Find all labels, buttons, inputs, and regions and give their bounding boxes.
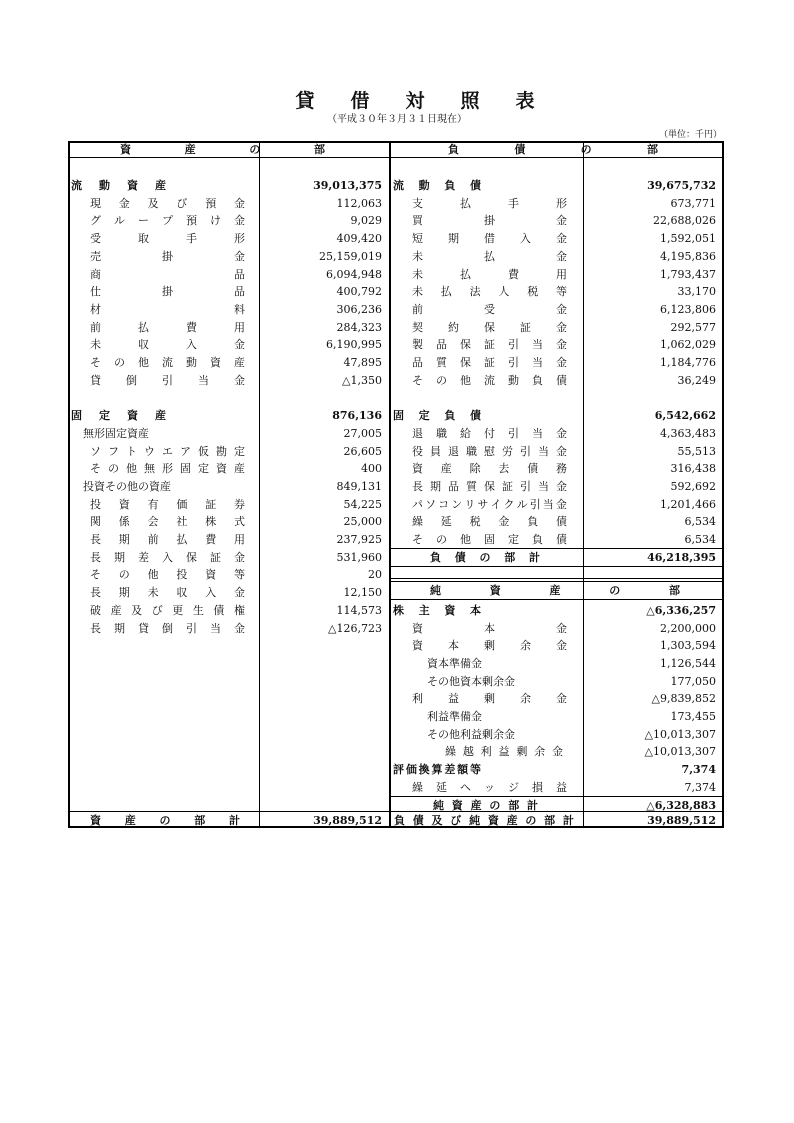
asset-amount: 400 [361,462,382,476]
asset-label: 長 期 貸 倒 引 当 金 [90,621,245,635]
liability-amount: 6,123,806 [660,302,716,316]
liability-label: 評 価 換 算 差 額 等 [393,763,481,777]
liability-amount: 6,534 [684,515,716,529]
liability-amount: 55,513 [677,444,716,458]
liability-label: 前 受 金 [412,302,567,316]
liability-amount: △9,839,852 [651,692,716,706]
liability-amount: 1,592,051 [660,232,716,246]
liability-label: 契 約 保 証 金 [412,320,567,334]
center-divider [389,141,391,828]
liability-label: パ ソ コ ン リ サ イ ク ル 引 当 金 [412,497,567,511]
asset-label: 無形固定資産 [83,426,149,440]
liability-amount: 33,170 [677,285,716,299]
liability-label: 資 本 金 [412,621,567,635]
liability-amount: 316,438 [670,462,716,476]
liability-label: 役 員 退 職 慰 労 引 当 金 [412,444,567,458]
asset-label: 流 動 資 産 [71,179,166,192]
asset-label: 投資その他の資産 [83,479,171,493]
liability-amount: 2,200,000 [660,621,716,635]
asset-label: 売 掛 金 [90,249,245,263]
liability-label: 支 払 手 形 [412,196,567,210]
grand-total-amount: 39,889,512 [647,814,716,827]
asset-label: ソ フ ト ウ エ ア 仮 勘 定 [90,444,245,458]
asset-label: 前 払 費 用 [90,320,245,334]
asset-amount: 237,925 [336,533,382,546]
liabilities-total-label: 負 債 の 部 計 [430,550,540,564]
asset-label: 投 資 有 価 証 券 [90,497,245,511]
asset-amount: 27,005 [343,426,382,440]
liability-amount: 1,201,466 [660,497,716,511]
grand-total-label: 負 債 及 び 純 資 産 の 部 計 [394,814,574,827]
liability-label: 買 掛 金 [412,214,567,228]
liability-amount: 36,249 [677,373,716,387]
liability-label: その他利益剰余金 [427,727,515,741]
asset-amount: 47,895 [343,356,382,369]
net-assets-rule-c [390,599,724,600]
liability-label: 繰 延 税 金 負 債 [412,515,567,529]
asset-amount: 54,225 [343,497,382,511]
liability-label: 繰 越 利 益 剰 余 金 [445,745,563,759]
net-assets-rule-a [390,578,724,579]
liability-label: 資 産 除 去 債 務 [412,462,567,476]
liability-label: 資 本 剰 余 金 [412,639,567,653]
asset-amount: 6,190,995 [326,338,382,352]
asset-amount: 306,236 [336,302,382,316]
asset-label: 長 期 差 入 保 証 金 [90,550,245,564]
asset-amount: 26,605 [343,444,382,458]
asset-label: 長 期 前 払 費 用 [90,533,245,546]
liability-amount: 592,692 [670,479,716,493]
liability-label: そ の 他 固 定 負 債 [412,533,567,546]
net-assets-header: 純 資 産 の 部 [430,584,680,598]
liability-label: 未 払 費 用 [412,267,567,281]
asset-label: 現 金 及 び 預 金 [90,196,245,210]
liability-label: 製 品 保 証 引 当 金 [412,338,567,352]
liability-amount: 7,374 [681,763,716,777]
net-assets-total-label: 純 資 産 の 部 計 [433,798,538,812]
liability-amount: 4,363,483 [660,426,716,440]
asset-label: 受 取 手 形 [90,232,245,246]
liability-amount: 1,184,776 [660,356,716,369]
liability-label: 資本準備金 [427,656,482,670]
liability-label: そ の 他 流 動 負 債 [412,373,567,387]
asset-label: グ ル ー プ 預 け 金 [90,214,245,228]
unit-note: （単位：千円） [658,130,722,140]
asset-label: 長 期 未 収 入 金 [90,586,245,600]
asset-label: 破 産 及 び 更 生 債 権 [90,603,245,617]
liability-amount: △10,013,307 [644,727,716,741]
asset-amount: △126,723 [328,621,382,635]
asset-amount: 531,960 [336,550,382,564]
liability-amount: 292,577 [670,320,716,334]
liability-amount: △10,013,307 [644,745,716,759]
liability-amount: 673,771 [670,196,716,210]
left-amount-divider [259,141,260,828]
asset-amount: 112,063 [336,196,382,210]
asset-amount: 284,323 [336,320,382,334]
liability-amount: 39,675,732 [647,179,716,192]
asset-amount: 25,159,019 [319,249,382,263]
asset-amount: 25,000 [343,515,382,529]
liability-amount: 1,793,437 [660,267,716,281]
liability-label: 長 期 品 質 保 証 引 当 金 [412,479,567,493]
assets-header: 資 産 の 部 [120,143,325,156]
liability-amount: 1,303,594 [660,639,716,653]
asset-label: 固 定 資 産 [71,409,166,423]
asset-amount: 20 [368,568,382,582]
liab-total-rule-bottom [390,566,724,567]
liability-label: 株 主 資 本 [393,603,481,617]
asset-label: 仕 掛 品 [90,285,245,299]
asset-label: 関 係 会 社 株 式 [90,515,245,529]
liability-amount: 6,534 [684,533,716,546]
net-assets-total-amount: △6,328,883 [646,798,716,812]
asset-amount: 39,013,375 [313,179,382,192]
date-note: （平成３０年３月３１日現在） [327,114,467,125]
liability-label: 流 動 負 債 [393,179,481,192]
asset-label: そ の 他 無 形 固 定 資 産 [90,462,245,476]
asset-amount: 400,792 [336,285,382,299]
liability-label: 利益準備金 [427,710,482,723]
asset-amount: 849,131 [336,479,382,493]
asset-label: 貸 倒 引 当 金 [90,373,245,387]
assets-total-amount: 39,889,512 [313,814,382,827]
asset-label: 商 品 [90,267,245,281]
asset-amount: 409,420 [336,232,382,246]
liability-label: 未 払 金 [412,249,567,263]
asset-label: そ の 他 流 動 資 産 [90,356,245,369]
asset-label: 材 料 [90,302,245,316]
liability-label: 品 質 保 証 引 当 金 [412,356,567,369]
right-amount-divider [583,141,584,828]
assets-total-label: 資 産 の 部 計 [90,814,240,827]
liability-label: その他資本剰余金 [427,674,515,688]
asset-amount: △1,350 [342,373,382,387]
liability-amount: 22,688,026 [653,214,716,228]
liability-amount: 1,126,544 [660,656,716,670]
liability-amount: 7,374 [684,780,716,794]
asset-amount: 114,573 [336,603,382,617]
liability-amount: 4,195,836 [660,249,716,263]
liability-label: 利 益 剰 余 金 [412,692,567,706]
liability-amount: 173,455 [670,710,716,723]
asset-amount: 12,150 [343,586,382,600]
liability-label: 短 期 借 入 金 [412,232,567,246]
liability-label: 未 払 法 人 税 等 [412,285,567,299]
liability-label: 繰 延 ヘ ッ ジ 損 益 [412,780,567,794]
asset-label: 未 収 入 金 [90,338,245,352]
asset-label: そ の 他 投 資 等 [90,568,245,582]
liability-label: 固 定 負 債 [393,409,481,423]
liabilities-total-amount: 46,218,395 [647,550,716,564]
liability-amount: 6,542,662 [654,409,716,423]
liability-amount: 1,062,029 [660,338,716,352]
liabilities-header: 負 債 の 部 [448,143,658,156]
liability-amount: △6,336,257 [646,603,716,617]
liability-label: 退 職 給 付 引 当 金 [412,426,567,440]
asset-amount: 6,094,948 [326,267,382,281]
asset-amount: 876,136 [332,409,382,423]
asset-amount: 9,029 [350,214,382,228]
page-title: 貸借対照表 [295,90,571,112]
liability-amount: 177,050 [670,674,716,688]
